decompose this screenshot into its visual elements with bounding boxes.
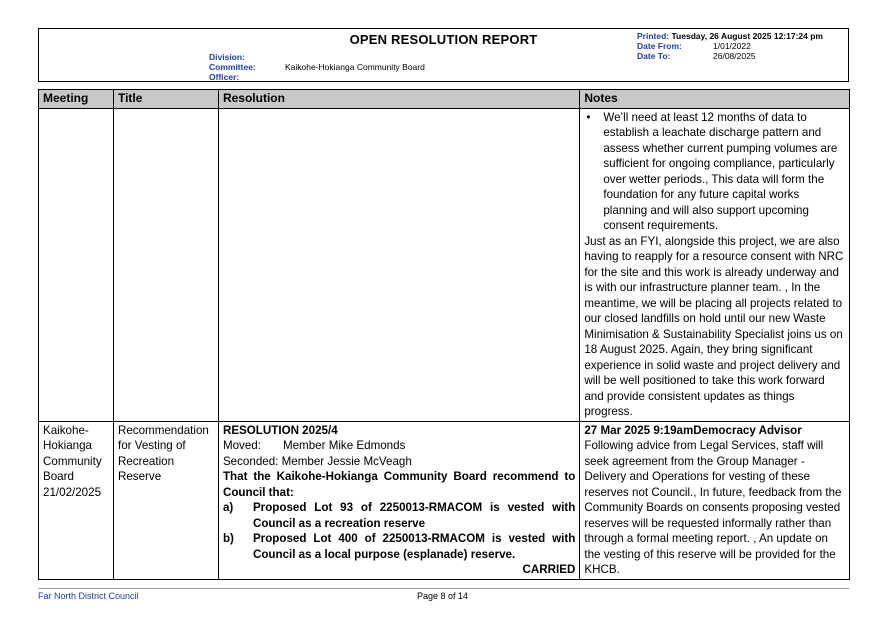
date-from-label: Date From: [637,41,682,51]
header-title: Title [113,90,218,109]
meeting-cell [39,108,114,421]
moved-value: Member Mike Edmonds [282,439,406,452]
meeting-cell [39,421,114,579]
committee-value: Kaikohe-Hokianga Community Board [285,62,425,72]
notes-cell [580,108,850,421]
report-meta-right [637,31,842,61]
moved-label: Moved: [222,439,261,452]
bullet-icon: • [586,110,591,124]
printed-label: Printed: [637,31,670,41]
committee-label: Committee: [209,62,256,72]
item-text: Proposed Lot 400 of 2250013-RMACOM is vested with Council as a local purpose (esplanade) reserve. [252,532,576,561]
resolution-cell [218,421,579,579]
date-to-value: 26/08/2025 [713,51,756,61]
item-index: a) [222,501,234,514]
report-title: OPEN RESOLUTION REPORT [349,32,538,47]
meeting-date: 21/02/2025 [43,485,102,499]
report-meta-left [209,52,425,82]
item-text: Proposed Lot 93 of 2250013-RMACOM is vested with Council as a recreation reserve [252,501,576,530]
footer-org: Far North District Council [38,591,139,601]
report-header [38,28,849,82]
notes-bullet [584,110,845,234]
resolution-item [223,531,575,562]
date-from-value: 1/01/2022 [713,41,751,51]
resolution-number: RESOLUTION 2025/4 [222,423,338,437]
division-label: Division: [209,52,245,62]
notes-text: Following advice from Legal Services, staff will seek agreement from the Group Manager - Delivery and Operations for vesting of these reserves not Council., In future, feedback from the Community Boards on consents proposing vested reserves will be requested informally rather than through a formal meeting report. , An update on the vesting of this reserve will be provided for the KHCB. [584,439,842,576]
printed-value: Tuesday, 26 August 2025 12:17:24 pm [671,31,823,41]
footer-page-number: Page 8 of 14 [416,591,469,601]
notes-paragraph: Just as an FYI, alongside this project, we are also having to reapply for a resource consent with NRC for the site and this work is already underway and is with our infrastructure planner team. , In the meantime, we will be placing all projects related to our closed landfills on hold until our new Waste Minimisation & Sustainability Specialist joins us on 18 August 2025. Again, they bring significant experience in solid waste and project delivery and will be well positioned to take this work forward and provide consistent updates as things progress. [584,234,844,418]
resolution-intro: That the Kaikohe-Hokianga Community Board recommend to Council that: [222,470,576,499]
header-resolution: Resolution [218,90,579,109]
officer-label: Officer: [209,72,240,82]
seconded-label: Seconded: [222,454,279,468]
moved-line [223,438,575,454]
table-row [39,421,850,579]
seconded-line [223,454,575,470]
title-cell [113,108,218,421]
seconded-value: Member Jessie McVeagh [281,454,412,468]
resolution-cell [218,108,579,421]
header-meeting: Meeting [39,90,114,109]
table-header-row [39,90,850,109]
item-index: b) [222,532,234,545]
footer-divider [38,588,849,589]
title-cell: Recommendation for Vesting of Recreation Reserve [113,421,218,579]
date-to-label: Date To: [637,51,671,61]
header-notes: Notes [580,90,850,109]
resolution-item [223,500,575,531]
table-row [39,108,850,421]
resolution-table [38,89,850,580]
notes-heading: 27 Mar 2025 9:19amDemocracy Advisor [584,423,802,437]
meeting-name: Kaikohe-Hokianga Community Board [43,423,102,483]
notes-cell [580,421,850,579]
carried-status: CARRIED [522,563,576,576]
notes-bullet-text: We’ll need at least 12 months of data to establish a leachate discharge pattern and assess whether current pumping volumes are sufficient for ongoing compliance, particularly over wetter periods., This data will form the foundation for any future capital works planning and will also support upcoming consent requirements. [603,110,838,232]
